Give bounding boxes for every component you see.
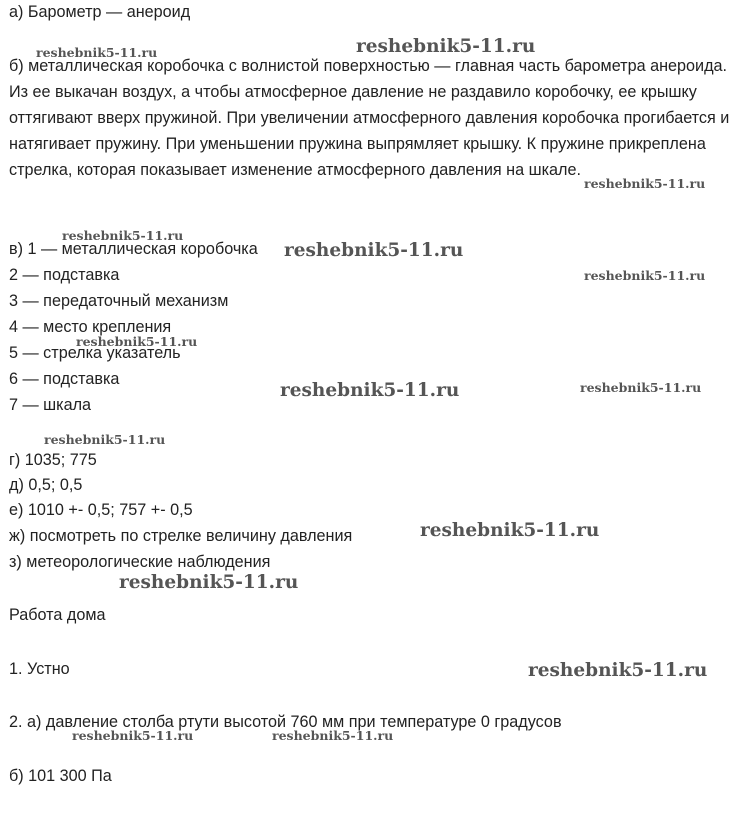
home-item-2a: 2. а) давление столба ртути высотой 760 мм при температуре 0 градусов bbox=[9, 713, 562, 731]
watermark: reshebnik5-11.ru bbox=[76, 334, 198, 349]
answer-g: г) 1035; 775 bbox=[9, 451, 97, 469]
watermark: reshebnik5-11.ru bbox=[119, 572, 299, 593]
watermark: reshebnik5-11.ru bbox=[528, 660, 708, 681]
answer-v-item-6: 6 — подставка bbox=[9, 370, 120, 388]
answer-v-item-4: 4 — место крепления bbox=[9, 318, 172, 336]
watermark: reshebnik5-11.ru bbox=[280, 380, 460, 401]
watermark: reshebnik5-11.ru bbox=[44, 432, 166, 447]
answer-a: а) Барометр — анероид bbox=[9, 3, 191, 21]
watermark: reshebnik5-11.ru bbox=[62, 228, 184, 243]
answer-v-item-1: в) 1 — металлическая коробочка bbox=[9, 240, 258, 258]
answer-v-item-5: 5 — стрелка указатель bbox=[9, 344, 181, 362]
home-item-2b: б) 101 300 Па bbox=[9, 767, 112, 785]
answer-e: е) 1010 +- 0,5; 757 +- 0,5 bbox=[9, 501, 193, 519]
watermark: reshebnik5-11.ru bbox=[72, 728, 194, 743]
answer-v-item-2: 2 — подставка bbox=[9, 266, 120, 284]
answer-b: б) металлическая коробочка с волнистой поверхностью — главная часть барометра анероида. Из ее выкачан воздух, а чтобы атмосферное давление не раздавило коробочку, ее крышку оттягивают вверх пружиной. При увеличении атмосферного давления коробочка прогибается и натягивает пружину. При уменьшении пружина выпрямляет крышку. К пружине прикреплена стрелка, которая показывает изменение атмосферного давления на шкале. bbox=[9, 57, 730, 179]
answer-v-item-7: 7 — шкала bbox=[9, 396, 92, 414]
watermark: reshebnik5-11.ru bbox=[580, 380, 702, 395]
watermark: reshebnik5-11.ru bbox=[420, 520, 600, 541]
answer-zh: ж) посмотреть по стрелке величину давления bbox=[9, 527, 353, 545]
watermark: reshebnik5-11.ru bbox=[584, 176, 706, 191]
home-item-1: 1. Устно bbox=[9, 660, 70, 678]
answer-d: д) 0,5; 0,5 bbox=[9, 476, 83, 494]
watermark: reshebnik5-11.ru bbox=[36, 45, 158, 60]
answer-v-item-3: 3 — передаточный механизм bbox=[9, 292, 229, 310]
watermark: reshebnik5-11.ru bbox=[284, 240, 464, 261]
watermark: reshebnik5-11.ru bbox=[272, 728, 394, 743]
watermark: reshebnik5-11.ru bbox=[584, 268, 706, 283]
home-title: Работа дома bbox=[9, 606, 106, 624]
answer-z: з) метеорологические наблюдения bbox=[9, 553, 271, 571]
watermark: reshebnik5-11.ru bbox=[356, 36, 536, 57]
